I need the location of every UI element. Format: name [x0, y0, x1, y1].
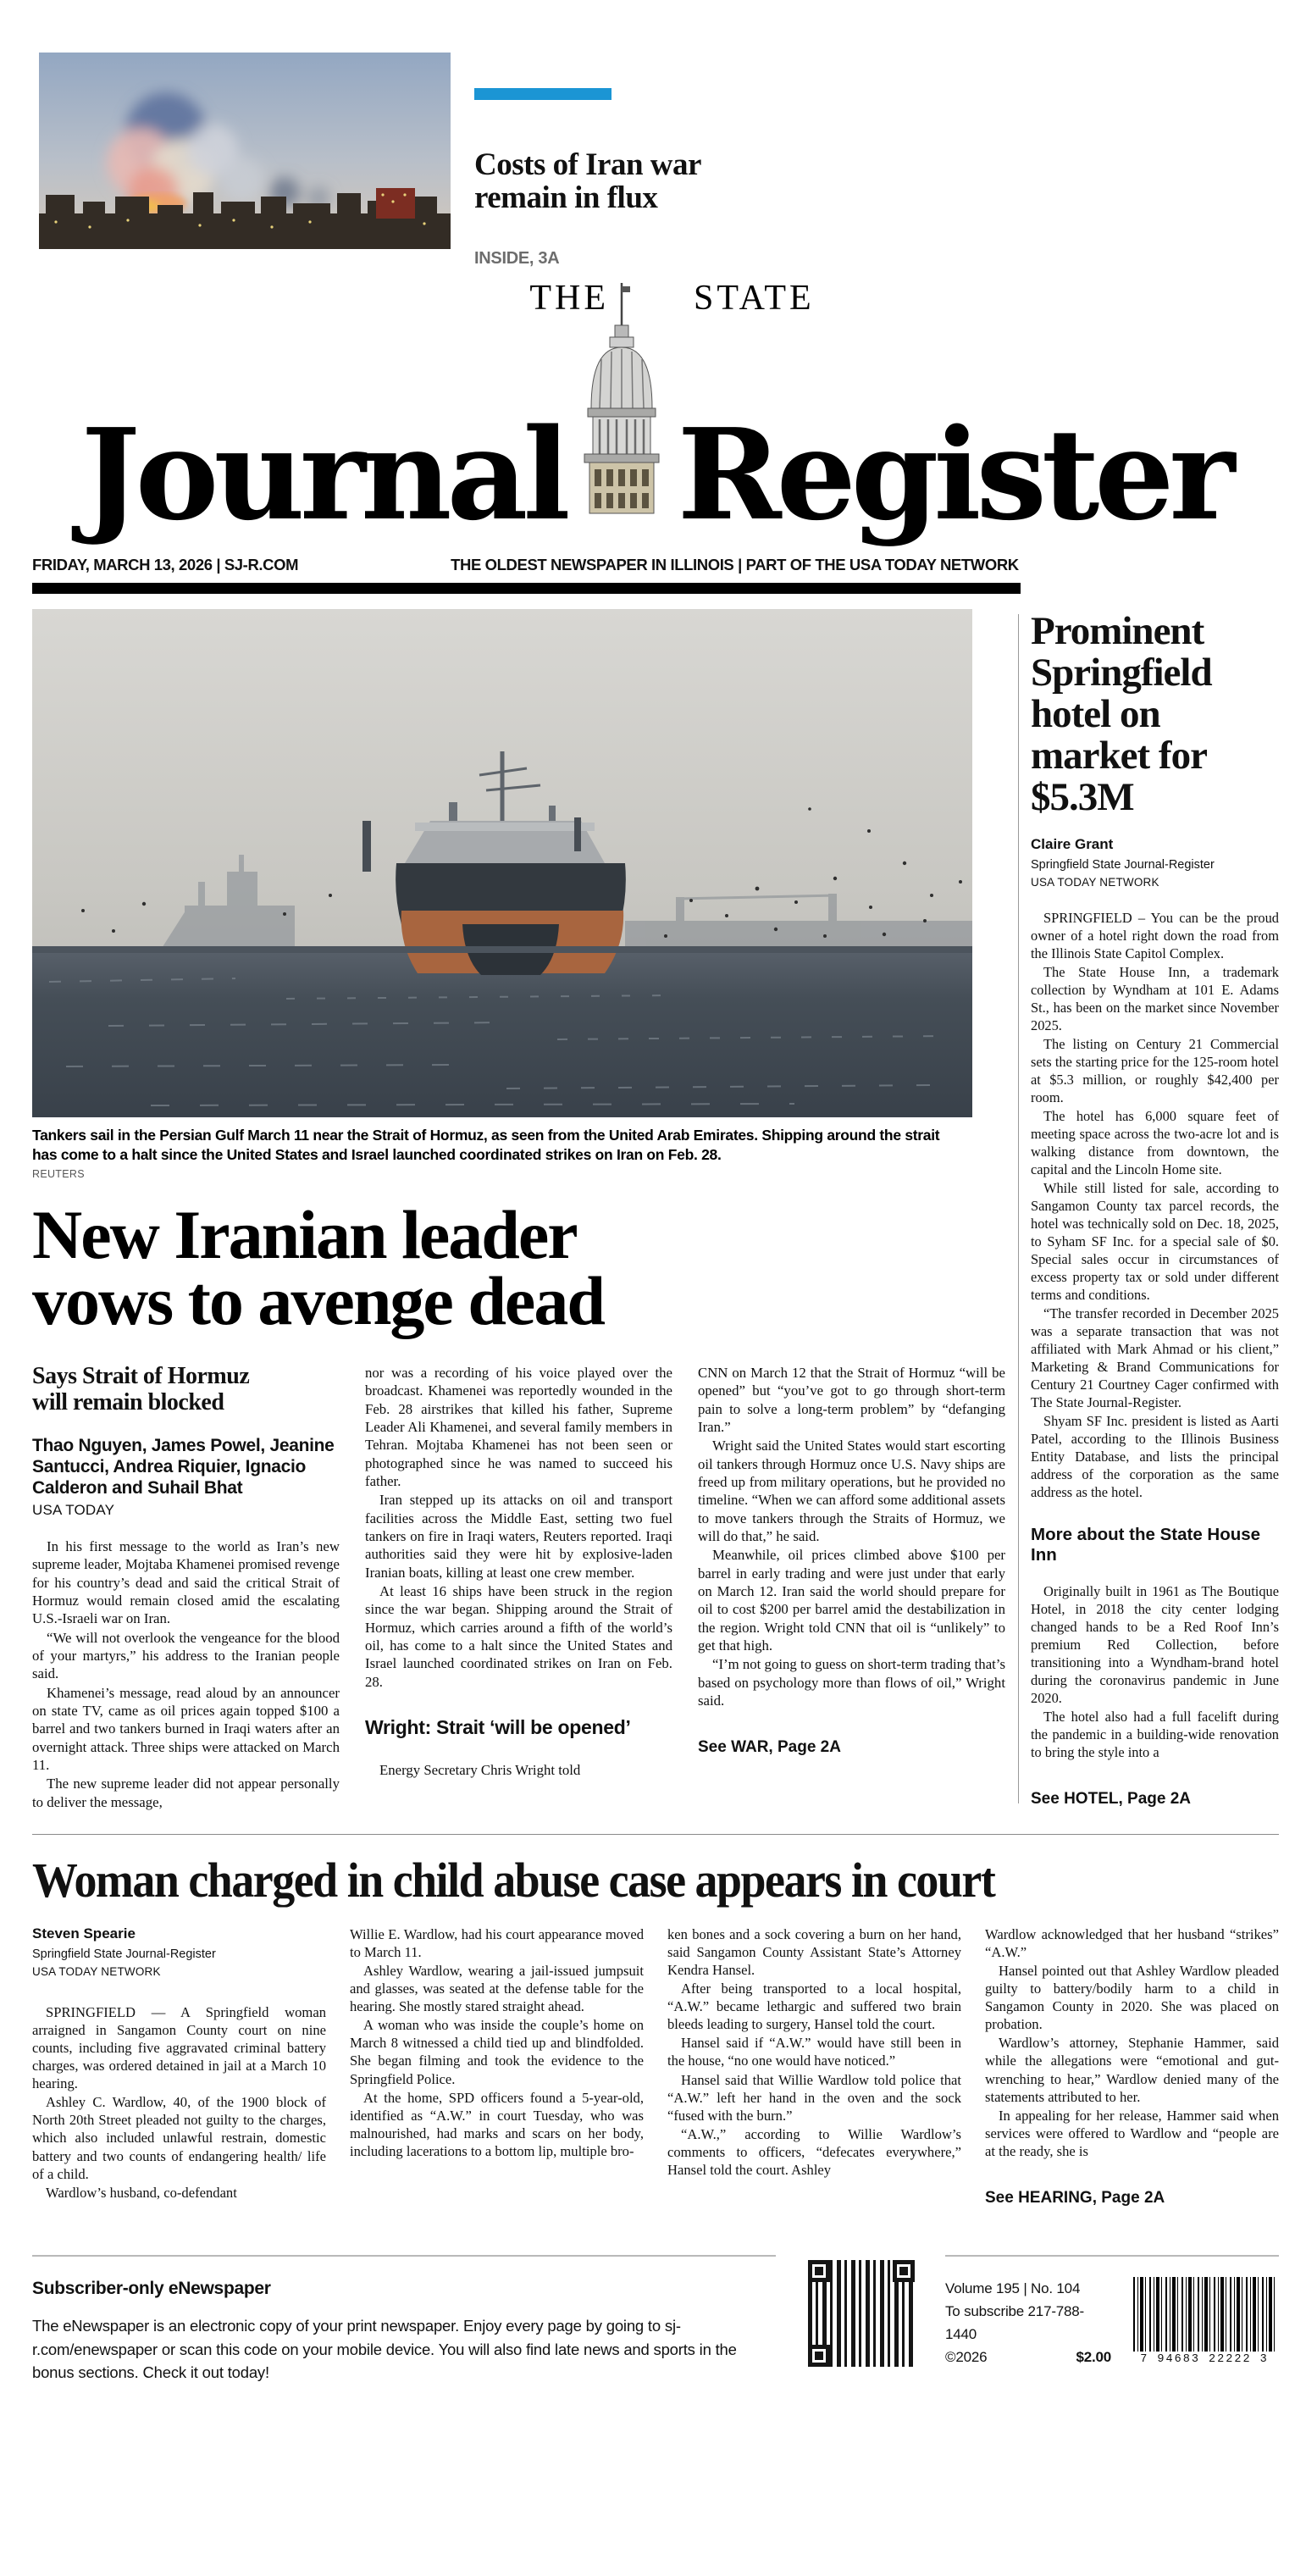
court-column-1 — [32, 1925, 326, 2208]
war-headline-line2: vows to avenge dead — [32, 1262, 604, 1340]
hotel-byline-org1: Springfield State Journal-Register — [1031, 858, 1215, 873]
hotel-byline — [1031, 836, 1279, 889]
war-byline-org: USA TODAY — [32, 1502, 115, 1519]
war-col3-text: CNN on March 12 that the Strait of Hormuz “will be opened” but “you’ve got to go through short-term pain to solve a long-term problem” by “defanging Iran.” Wright said the United States would start escorting oil tankers through Hormuz once U.S. Navy ships are freed up from military operations, but he provided no timeline. “When we can afford some additional assets to move tankers through the Straits of Hormuz, we will do that,” he said. Meanwhile, oil prices climbed above $100 per barrel in early trading and were just under that early on March 12. Iran said the world should prepare for oil to cost $200 per barrel amid the destabilization in the region. Wright told CNN that oil is “unlikely” to get that high. “I’m not going to guess on short-term trading that’s based on psychology more than flows of oil,” Wright said. — [698, 1364, 1005, 1709]
court-columns — [32, 1925, 1279, 2208]
dateline: FRIDAY, MARCH 13, 2026 | SJ-R.COM — [32, 556, 299, 573]
qr-code — [808, 2260, 915, 2367]
masthead — [32, 263, 1279, 549]
masthead-register: Register — [677, 401, 1231, 549]
war-photo-credit: REUTERS — [32, 1167, 85, 1180]
war-headline — [32, 1195, 1004, 1340]
barcode-bars-icon — [1133, 2277, 1276, 2352]
court-byline — [32, 1925, 326, 1978]
masthead-state: STATE — [694, 279, 815, 318]
qr-finder-icon — [808, 2345, 830, 2367]
court-column-2 — [350, 1925, 644, 2208]
hotel-byline-org2: USA TODAY NETWORK — [1031, 876, 1159, 889]
hotel-body-2: Originally built in 1961 as The Boutique Hotel, in 2018 the city center lodging changed hands to be a Red Roof Inn’s premium Red Collection, before transitioning into a Wyndham-brand hotel during the coronavirus pandemic in June 2020. The hotel also had a full facelift during the pandemic in a building-wide renovation to bring the style into a — [1031, 1583, 1279, 1761]
teaser-accent-bar — [474, 88, 611, 100]
court-col1-text: SPRINGFIELD — A Springfield woman arraigned in Sangamon County court on nine counts, including five aggravated criminal battery charges, was ordered detained in jail at a March 10 hearing. Ashley C. Wardlow, 40, of the 1900 block of North 20th Street pleaded not guilty to the charges, which also included unlawful restrain, domestic battery and two counts of endangering health/ life of a child. Wardlow’s husband, co-defendant — [32, 2004, 326, 2201]
qr-finder-icon — [808, 2260, 830, 2282]
dateline-row — [32, 556, 1279, 574]
court-col3-text: ken bones and a sock covering a burn on her hand, said Sangamon County Assistant State’s Attorney Kendra Hansel. After being transported to a local hospital, “A.W.” became lethargic and suffered two brain bleeds leading to surgery, Hansel told the court. Hansel said if “A.W.” would have still been in the house, “no one would have noticed.” Hansel said that Willie Wardlow told police that “A.W.” left her hand in the oven and the sock “fused with the burn.” “A.W.,” according to Willie Wardlow’s comments to officers, “defecates everywhere,” Hansel told the court. Ashley — [667, 1926, 961, 2178]
war-col2-after: Energy Secretary Chris Wright told — [379, 1761, 581, 1778]
war-col1-text: In his first message to the world as Iran’s new supreme leader, Mojtaba Khamenei promised revenge for his country’s dead and said the critical Strait of Hormuz would remain closed amid the escalating U.S.-Israeli war on Iran. “We will not overlook the vengeance for the blood of your martyrs,” his address to the Iranian people said. Khamenei’s message, read aloud by an announcer on state TV, came as oil prices again topped $100 a barrel and two tankers burned in Iraqi waters after an overnight attack. Three ships were attacked on March 11. The new supreme leader did not appear personally to deliver the message, — [32, 1538, 340, 1810]
court-byline-org2: USA TODAY NETWORK — [32, 1965, 161, 1979]
footer-rule-left — [32, 2255, 776, 2257]
issue-info — [945, 2277, 1111, 2369]
war-column-3 — [698, 1364, 1005, 1812]
war-photo-caption: Tankers sail in the Persian Gulf March 11 near the Strait of Hormuz, as seen from the United Arab Emirates. Shipping around the strait has come to a halt since the United States and Israel launched coordinated strikes on Iran on Feb. 28. — [32, 1127, 940, 1163]
war-columns — [32, 1364, 1004, 1812]
footer-enewspaper-block — [32, 2255, 776, 2385]
footer-body-text: The eNewspaper is an electronic copy of your print newspaper. Enjoy every page by going to sj-r.com/enewspaper or scan this code on your mobile device. You will also find late news and sports in the bonus sections. Check it out today! — [32, 2316, 737, 2382]
court-col2-text: Willie E. Wardlow, had his court appearance moved to March 11. Ashley Wardlow, wearing a jail-issued jumpsuit and glasses, was seated at the defense table for the hearing. She mostly stared straight ahead. A woman who was inside the couple’s home on March 8 witnessed a child tied up and blindfolded. She began filming and took the evidence to the Springfield Police. At the home, SPD officers found a 5-year-old, identified as “A.W.” in court Tuesday, who was malnourished, had marks and scars on her body, including lacerations to a bottom lip, multiple bro- — [350, 1926, 644, 2159]
teaser-photo-explosion-city — [39, 53, 451, 249]
masthead-rule — [32, 583, 1021, 594]
war-subhead: Says Strait of Hormuz will remain blocked — [32, 1362, 250, 1415]
page-footer — [32, 2255, 1279, 2385]
barcode — [1133, 2277, 1276, 2369]
main-section — [32, 609, 1279, 1812]
hotel-crosshead: More about the State House Inn — [1031, 1525, 1261, 1565]
court-headline: Woman charged in child abuse case appears in court — [32, 1852, 995, 1908]
teaser-inside-ref: INSIDE, 3A — [474, 248, 560, 268]
hotel-story — [1031, 609, 1279, 1812]
copyright: ©2026 — [945, 2349, 988, 2366]
masthead-journal: Journal — [80, 401, 566, 549]
capitol-dome-icon — [571, 281, 672, 535]
masthead-tagline: THE OLDEST NEWSPAPER IN ILLINOIS | PART OF THE USA TODAY NETWORK — [451, 556, 1019, 573]
newspaper-front-page — [0, 53, 1306, 2385]
court-byline-name: Steven Spearie — [32, 1925, 136, 1942]
tankers-strait-illustration — [32, 609, 972, 1117]
column-divider — [1018, 614, 1019, 1803]
war-headline-line1: New Iranian leader — [32, 1195, 577, 1273]
war-byline: Thao Nguyen, James Powel, Jeanine Santucci, Andrea Riquier, Ignacio Calderon and Suhail Bhat — [32, 1435, 335, 1498]
explosion-city-illustration — [39, 53, 451, 249]
court-column-3 — [667, 1925, 961, 2208]
war-col2-text: nor was a recording of his voice played over the broadcast. Khamenei was reportedly wounded in the Feb. 28 airstrikes that killed his father, Supreme Leader Ali Khamenei, and several family members in Tehran. Mojtaba Khamenei has not been seen or photographed since he was named to succeed his father. Iran stepped up its attacks on oil and transport facilities across the Middle East, setting two fuel tankers on fire in Iraqi waters, Reuters reported. Iraqi authorities said they were hit by explosive-laden Iranian boats, killing at least one crew member. At least 16 ships have been struck in the region since the war began. Shipping around the Strait of Hormuz, which carries around a fifth of the world’s oil, has come to a halt since the United States and Israel launched coordinated strikes on Iran on Feb. 28. — [365, 1364, 672, 1690]
qr-finder-icon — [893, 2260, 915, 2282]
war-column-1 — [32, 1364, 340, 1812]
teaser-text-block — [474, 53, 728, 268]
court-jump-line: See HEARING, Page 2A — [985, 2188, 1165, 2207]
war-story — [32, 609, 1004, 1812]
court-col4-text: Wardlow acknowledged that her husband “strikes” “A.W.” Hansel pointed out that Ashley Wardlow pleaded guilty to battery/bodily harm to a child in Sangamon County in 2020. She was placed on probation. Wardlow’s attorney, Stephanie Hammer, said while the allegations were “emotional and gut-wrenching to hear,” Wardlow denied many of the statements attributed to her. In appealing for her release, Hammer said when services were offered to Wardlow and “people are at the ready, she is — [985, 1926, 1279, 2159]
volume-number: Volume 195 | No. 104 — [945, 2280, 1081, 2296]
war-column-2 — [365, 1364, 672, 1812]
masthead-the: THE — [529, 279, 609, 318]
hotel-body-1: SPRINGFIELD – You can be the proud owner of a hotel right down the road from the Illinois State Capitol Complex. The State House Inn, a trademark collection by Wyndham at 101 E. Adams St., has been on the market since November 2025. The listing on Century 21 Commercial sets the starting price for the 125-room hotel at $5.3 million, or roughly $42,400 per room. The hotel has 6,000 square feet of meeting space across the two-acre lot and is walking distance from downtown, the capital and the Lincoln Home site. While still listed for sale, according to Sangamon County tax parcel records, the hotel was technically sold on Dec. 18, 2025, to Syham SF Inc. for a special sale of $0. Special sales occur in circumstances of excess property tax or sold under different terms and conditions. “The transfer recorded in December 2025 was a separate transaction that was not affiliated with Mark Ahmad or his client,” Marketing & Brand Communications for Century 21 Courtney Cager confirmed with The State Journal-Register. Shyam SF Inc. president is listed as Aarti Patel, according to the Illinois Business Entity Database, and lists the principal address of the corporation as the same address as the hotel. — [1031, 910, 1279, 1501]
teaser-headline: Costs of Iran war remain in flux — [474, 147, 701, 215]
top-teaser — [32, 53, 1279, 268]
subscribe-phone: To subscribe 217-788-1440 — [945, 2303, 1085, 2343]
price: $2.00 — [1076, 2349, 1111, 2366]
court-story — [32, 1852, 1279, 2208]
war-crosshead: Wright: Strait ‘will be opened’ — [365, 1715, 631, 1738]
footer-heading: Subscriber-only eNewspaper — [32, 2278, 271, 2298]
hotel-byline-name: Claire Grant — [1031, 836, 1114, 853]
hotel-headline: Prominent Springfield hotel on market for $5.3M — [1031, 609, 1212, 819]
war-jump-line: See WAR, Page 2A — [698, 1738, 841, 1757]
section-divider — [32, 1834, 1279, 1835]
barcode-digits: 7 94683 22222 3 — [1140, 2352, 1269, 2366]
court-byline-org1: Springfield State Journal-Register — [32, 1947, 216, 1962]
hotel-jump-line: See HOTEL, Page 2A — [1031, 1790, 1192, 1809]
court-column-4 — [985, 1925, 1279, 2208]
footer-rule-right — [945, 2255, 1279, 2257]
masthead-title — [32, 281, 1279, 549]
footer-issue-block — [945, 2255, 1279, 2369]
war-photo-tankers — [32, 609, 972, 1117]
